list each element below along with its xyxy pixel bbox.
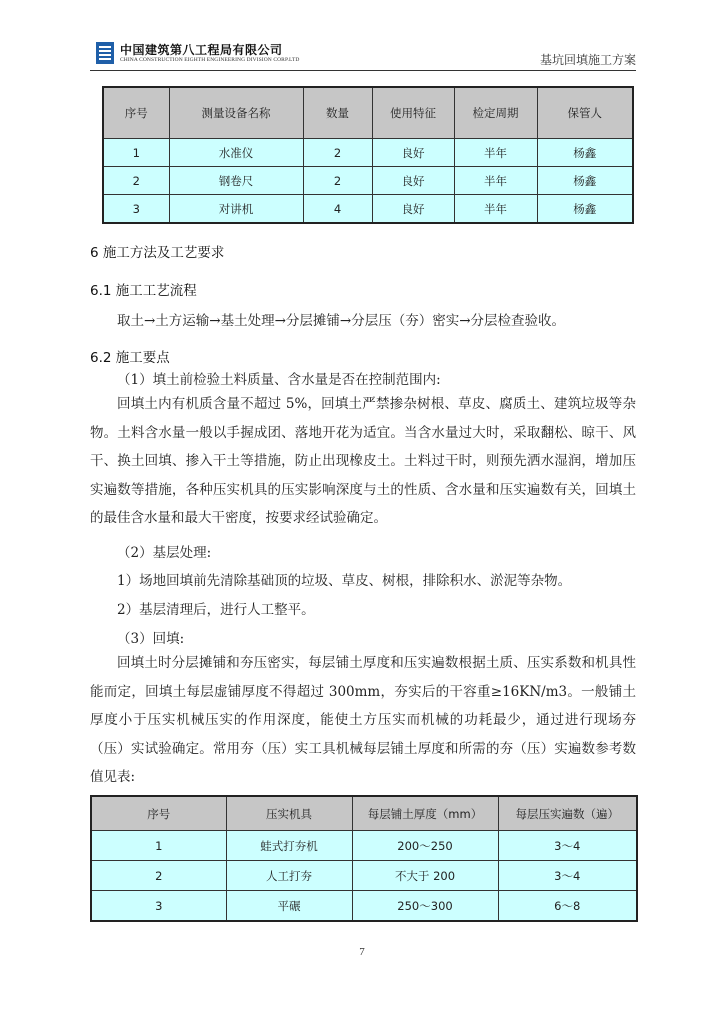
table-row: [103, 167, 633, 195]
header-cell: 检定周期: [454, 87, 537, 139]
section-6-heading: 6 施工方法及工艺要求: [90, 245, 225, 261]
company-name-en: CHINA CONSTRUCTION EIGHTH ENGINEERING DIVISION CORP.LTD: [120, 57, 300, 63]
process-flow-text: 取土→土方运输→基土处理→分层摊铺→分层压（夯）密实→分层检查验收。: [117, 313, 566, 329]
table-cell: 蛙式打夯机: [226, 831, 352, 861]
table-cell: 半年: [454, 167, 537, 195]
table-cell: 1: [103, 139, 169, 167]
header-cell: 序号: [91, 796, 226, 831]
company-logo-icon: [96, 42, 114, 64]
item-3-title: （3）回填:: [117, 631, 185, 647]
table-row: [91, 831, 637, 861]
header-cell: 每层铺土厚度（mm）: [352, 796, 498, 831]
item-2-line-1: 1）场地回填前先清除基础顶的垃圾、草皮、树根，排除积水、淤泥等杂物。: [117, 573, 572, 589]
table-cell: 3: [91, 891, 226, 922]
section-6-1-heading: 6.1 施工工艺流程: [90, 283, 197, 299]
company-name-cn: 中国建筑第八工程局有限公司: [120, 43, 283, 57]
table-cell: 不大于 200: [352, 861, 498, 891]
item-3-paragraph: 回填土时分层摊铺和夯压密实，每层铺土厚度和压实遍数根据土质、压实系数和机具性能而定，回填土每层虚铺厚度不得超过 300mm，夯实后的干容重≥16KN/m3。一般铺土厚度小于压实机械压实的作用深度，能使土方压实而机械的功耗最少，通过进行现场夯（压）实试验确定。常用夯（压）实工具机械每层铺土厚度和所需的夯（压）实遍数参考数值见表:: [90, 655, 636, 786]
item-1-paragraph: 回填土内有机质含量不超过 5%，回填土严禁掺杂树根、草皮、腐质土、建筑垃圾等杂物。土料含水量一般以手握成团、落地开花为适宜。当含水量过大时，采取翻松、晾干、风干、换土回填、掺入干土等措施，防止出现橡皮土。土料过干时，则预先洒水湿润，增加压实遍数等措施，各种压实机具的压实影响深度与土的性质、含水量和压实遍数有关，回填土的最佳含水量和最大干密度，按要求经试验确定。: [90, 396, 636, 527]
document-title: 基坑回填施工方案: [539, 53, 636, 67]
table-cell: 3～4: [498, 831, 637, 861]
table-cell: 水准仪: [169, 139, 303, 167]
table-cell: 200～250: [352, 831, 498, 861]
header-cell: 保管人: [537, 87, 633, 139]
table-cell: 2: [303, 139, 372, 167]
table-cell: 杨鑫: [537, 139, 633, 167]
table-header-row: [91, 796, 637, 831]
table-row: [103, 139, 633, 167]
table-cell: 良好: [372, 167, 454, 195]
header-cell: 使用特征: [372, 87, 454, 139]
compaction-table: [90, 795, 638, 922]
item-2-line-2: 2）基层清理后，进行人工整平。: [117, 602, 315, 618]
page-number: 7: [359, 946, 365, 958]
table-cell: 6～8: [498, 891, 637, 922]
header-cell: 数量: [303, 87, 372, 139]
table-cell: 3: [103, 195, 169, 224]
page-header: [90, 38, 636, 71]
table-cell: 250～300: [352, 891, 498, 922]
table-cell: 杨鑫: [537, 195, 633, 224]
item-2-title: （2）基层处理:: [117, 545, 212, 561]
table-cell: 2: [103, 167, 169, 195]
table-cell: 2: [91, 861, 226, 891]
table-cell: 3～4: [498, 861, 637, 891]
equipment-table: [102, 86, 634, 224]
table-cell: 4: [303, 195, 372, 224]
table-header-row: [103, 87, 633, 139]
table-row: [91, 891, 637, 922]
table-cell: 对讲机: [169, 195, 303, 224]
table-cell: 良好: [372, 139, 454, 167]
header-cell: 压实机具: [226, 796, 352, 831]
table-cell: 人工打夯: [226, 861, 352, 891]
header-cell: 每层压实遍数（遍）: [498, 796, 637, 831]
section-6-2-heading: 6.2 施工要点: [90, 350, 170, 366]
table-cell: 良好: [372, 195, 454, 224]
table-cell: 半年: [454, 195, 537, 224]
table-cell: 钢卷尺: [169, 167, 303, 195]
table-row: [91, 861, 637, 891]
table-cell: 半年: [454, 139, 537, 167]
table-cell: 1: [91, 831, 226, 861]
table-cell: 杨鑫: [537, 167, 633, 195]
table-row: [103, 195, 633, 224]
header-cell: 序号: [103, 87, 169, 139]
header-cell: 测量设备名称: [169, 87, 303, 139]
item-1-title: （1）填土前检验土料质量、含水量是否在控制范围内:: [117, 372, 441, 388]
table-cell: 平碾: [226, 891, 352, 922]
table-cell: 2: [303, 167, 372, 195]
